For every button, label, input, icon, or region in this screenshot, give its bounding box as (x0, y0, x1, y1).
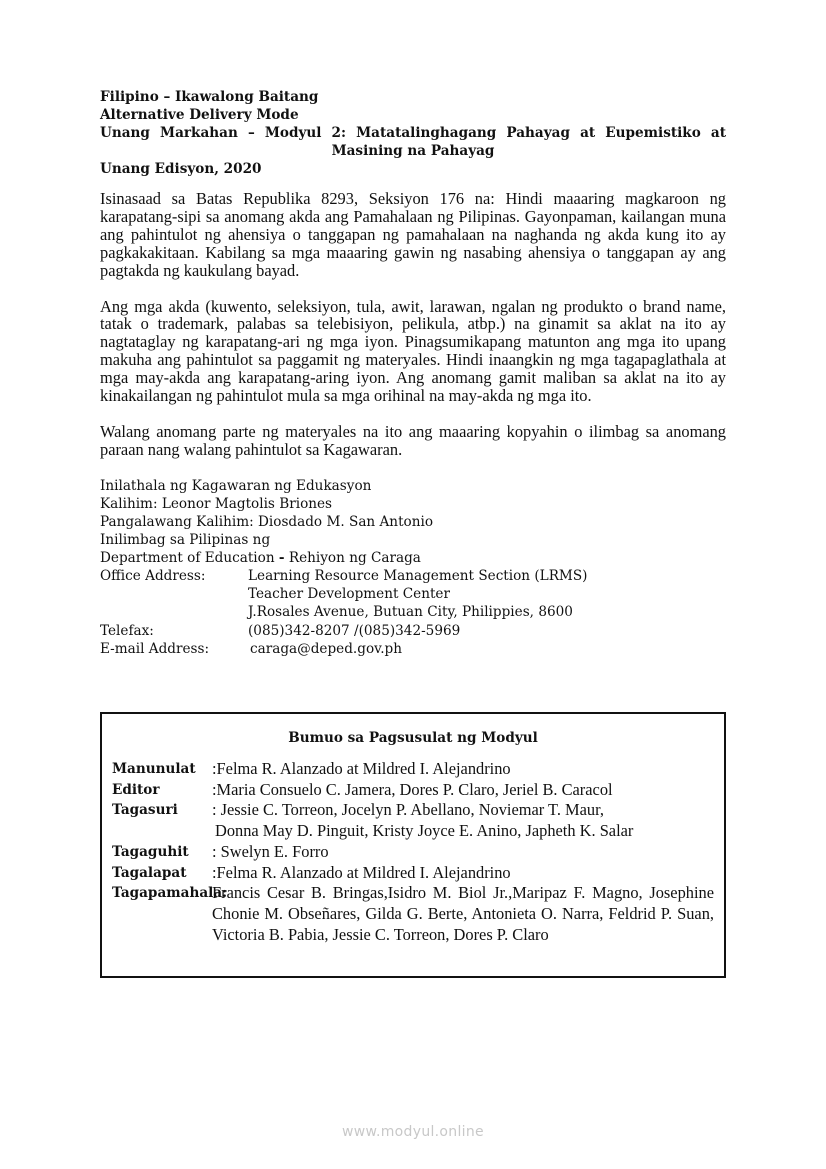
credits-title: Bumuo sa Pagsusulat ng Modyul (288, 730, 538, 746)
office-address-line: Learning Resource Management Section (LRMS) (248, 568, 588, 585)
publisher-line: Inilathala ng Kagawaran ng Edukasyon (100, 477, 372, 494)
copyright-page (100, 88, 726, 658)
credit-row-writer (112, 759, 714, 780)
email-value: caraga@deped.gov.ph (250, 640, 402, 657)
copyright-paragraph-2: Ang mga akda (kuwento, seleksiyon, tula, awit, larawan, ngalan ng produkto o brand name, tatak o trademark, palabas sa telebisiyon, pelikula, atbp.) na ginamit sa aklat na ito ay nagtataglay ng karapatang-ari ng mga iyon. Pinagsumikapang matunton ang mga ito upang makuha ang pahintulot sa paggamit ng materyales. Hindi inaangkin ng mga tagapaglathala at mga may-akda ang karapatang-aring iyon. Ang anomang gamit maliban sa aklat na ito ay kinakailangan ng pahintulot mula sa mga orihinal na may-akda ng mga ito. (100, 296, 726, 406)
header-module-title: Unang Markahan – Modyul 2: Matatalinghagang Pahayag at Eupemistiko at (100, 125, 726, 141)
header-mode: Alternative Delivery Mode (100, 107, 299, 123)
credit-label: Tagaguhit (112, 843, 189, 860)
header-module-title-cont: Masining na Pahayag (331, 143, 495, 159)
credit-row-editor (112, 780, 714, 801)
credit-value: : Swelyn E. Forro (212, 841, 329, 861)
telefax-value: (085)342-8207 /(085)342-5969 (248, 622, 461, 639)
credit-row-layout (112, 863, 714, 884)
credit-row-illustrator (112, 842, 714, 863)
office-address-line: Teacher Development Center (248, 586, 450, 603)
copyright-paragraph-1: Isinasaad sa Batas Republika 8293, Seksiyon 176 na: Hindi maaaring magkaroon ng karapatang-sipi sa anomang akda ang Pamahalaan ng Pilipinas. Gayonpaman, kailangan muna ang pahintulot ng ahensiya o tanggapan ng pamahalaan na naghanda ng akda kung ito ay pagkakakitaan. Kabilang sa mga maaaring gawin ng nasabing ahensiya o tanggapan ay ang pagtakda ng kaukulang bayad. (100, 189, 726, 280)
credit-value-line: Donna May D. Pinguit, Kristy Joyce E. Anino, Japheth K. Salar (215, 821, 634, 841)
email-label: E-mail Address: (100, 640, 210, 657)
office-address-label: Office Address: (100, 568, 206, 585)
credit-value: :Maria Consuelo C. Jamera, Dores P. Claro, Jeriel B. Caracol (212, 779, 613, 799)
credit-label: Tagalapat (112, 864, 187, 881)
telefax-row (100, 622, 726, 640)
header-subject: Filipino – Ikawalong Baitang (100, 89, 319, 105)
office-address-line: J.Rosales Avenue, Butuan City, Philippies, 8600 (248, 604, 573, 621)
document-header (100, 88, 726, 178)
header-edition: Unang Edisyon, 2020 (100, 161, 262, 177)
department-dash: - (278, 550, 285, 567)
credit-value: :Felma R. Alanzado at Mildred I. Alejandrino (212, 862, 511, 882)
credit-label: Tagasuri (112, 802, 178, 819)
credit-label: Tagapamahala: (112, 885, 228, 902)
credits-box (100, 712, 726, 978)
secretary-line: Kalihim: Leonor Magtolis Briones (100, 495, 333, 512)
copyright-paragraph-3: Walang anomang parte ng materyales na ito ang maaaring kopyahin o ilimbag sa anomang paraan nang walang pahintulot sa Kagawaran. (100, 421, 726, 459)
credit-label: Manunulat (112, 761, 196, 777)
credit-row-management (112, 883, 714, 945)
credit-value: Francis Cesar B. Bringas,Isidro M. Biol Jr.,Maripaz F. Magno, Josephine Chonie M. Obseñares, Gilda G. Berte, Antonieta O. Narra, Feldrid P. Suan, Victoria B. Pabia, Jessie C. Torreon, Dores P. Claro (212, 883, 714, 944)
email-row (100, 640, 726, 658)
watermark: www.modyul.online (342, 1124, 484, 1140)
department-line (100, 549, 726, 567)
telefax-label: Telefax: (100, 622, 154, 639)
undersecretary-line: Pangalawang Kalihim: Diosdado M. San Antonio (100, 513, 434, 530)
credit-label: Editor (112, 781, 160, 798)
printed-by-line: Inilimbag sa Pilipinas ng (100, 532, 271, 549)
credit-row-reviewer (112, 800, 714, 841)
credit-value: :Felma R. Alanzado at Mildred I. Alejandrino (212, 759, 511, 778)
publisher-info (100, 477, 726, 658)
credit-value-line: : Jessie C. Torreon, Jocelyn P. Abellano, Noviemar T. Maur, (212, 800, 604, 820)
office-address-row (100, 567, 726, 621)
department-region: Rehiyon ng Caraga (284, 550, 421, 567)
credits-list (112, 759, 714, 945)
department-name: Department of Education (100, 550, 279, 567)
office-address-value (248, 567, 726, 621)
credit-value (212, 800, 714, 841)
